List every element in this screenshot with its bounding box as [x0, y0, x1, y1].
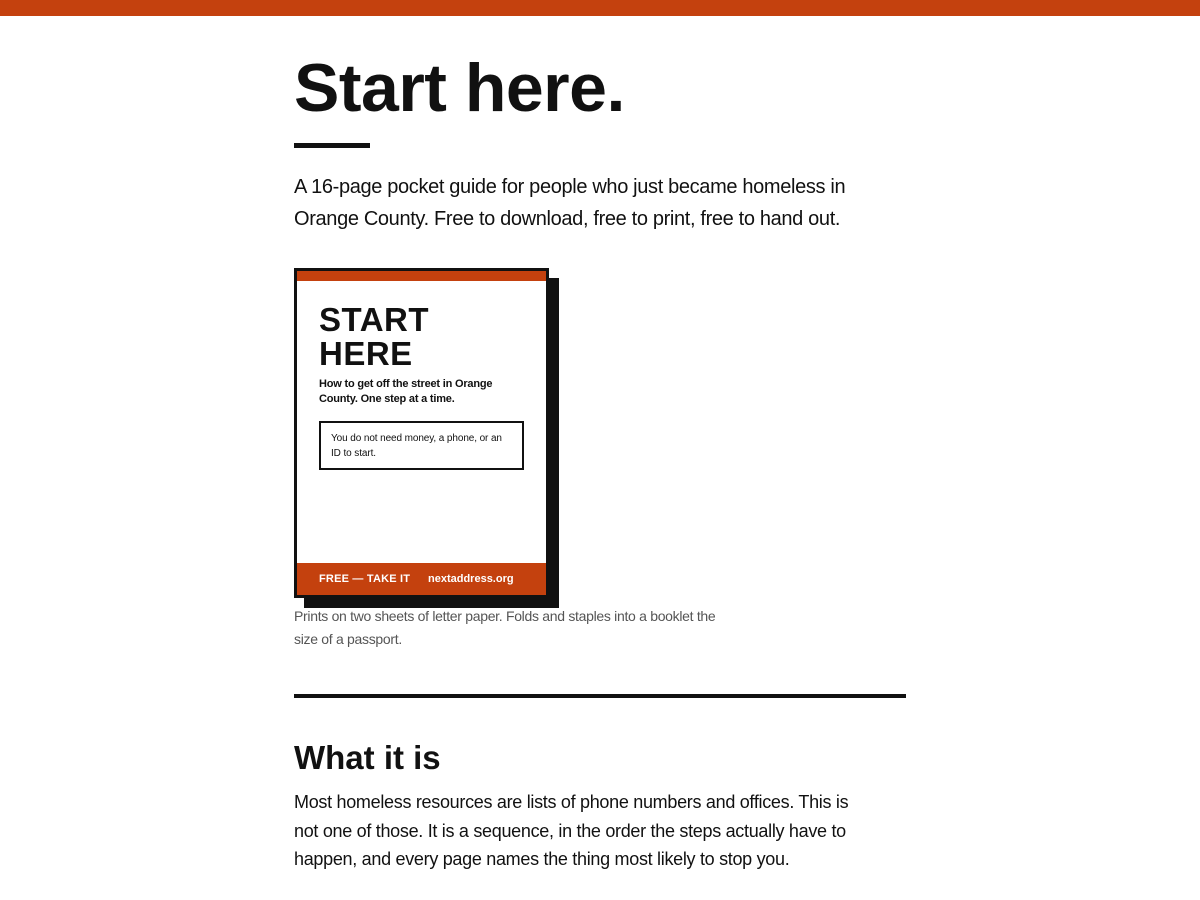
cover-title-line-2: HERE: [319, 335, 413, 372]
cover-top-stripe: [297, 271, 546, 281]
section-divider: [294, 694, 906, 698]
cover-title-line-1: START: [319, 301, 430, 338]
title-underline: [294, 143, 370, 148]
lead-paragraph: A 16-page pocket guide for people who just became homeless in Orange County. Free to download, free to print, free to hand out.: [294, 176, 846, 230]
cover-title: [319, 303, 429, 371]
booklet-caption: Prints on two sheets of letter paper. Folds and staples into a booklet the size of a passport.: [294, 608, 716, 647]
cover-footer-url: nextaddress.org: [428, 573, 514, 585]
cover-subtitle: How to get off the street in Orange County. One step at a time.: [319, 378, 493, 405]
section-body-what-it-is: Most homeless resources are lists of phone numbers and offices. This is not one of those. It is a sequence, in the order the steps actually have to happen, and every page names the thing most likely to stop you.: [294, 792, 849, 869]
cover-footer-free: FREE — TAKE IT: [319, 573, 411, 585]
section-heading-what-it-is: What it is: [294, 739, 441, 776]
booklet-cover-preview: [294, 268, 549, 598]
cover-footer: [297, 563, 546, 595]
top-accent-bar: [0, 0, 1200, 16]
page-title: Start here.: [294, 50, 625, 126]
cover-note-box: You do not need money, a phone, or an ID to start.: [319, 421, 524, 470]
